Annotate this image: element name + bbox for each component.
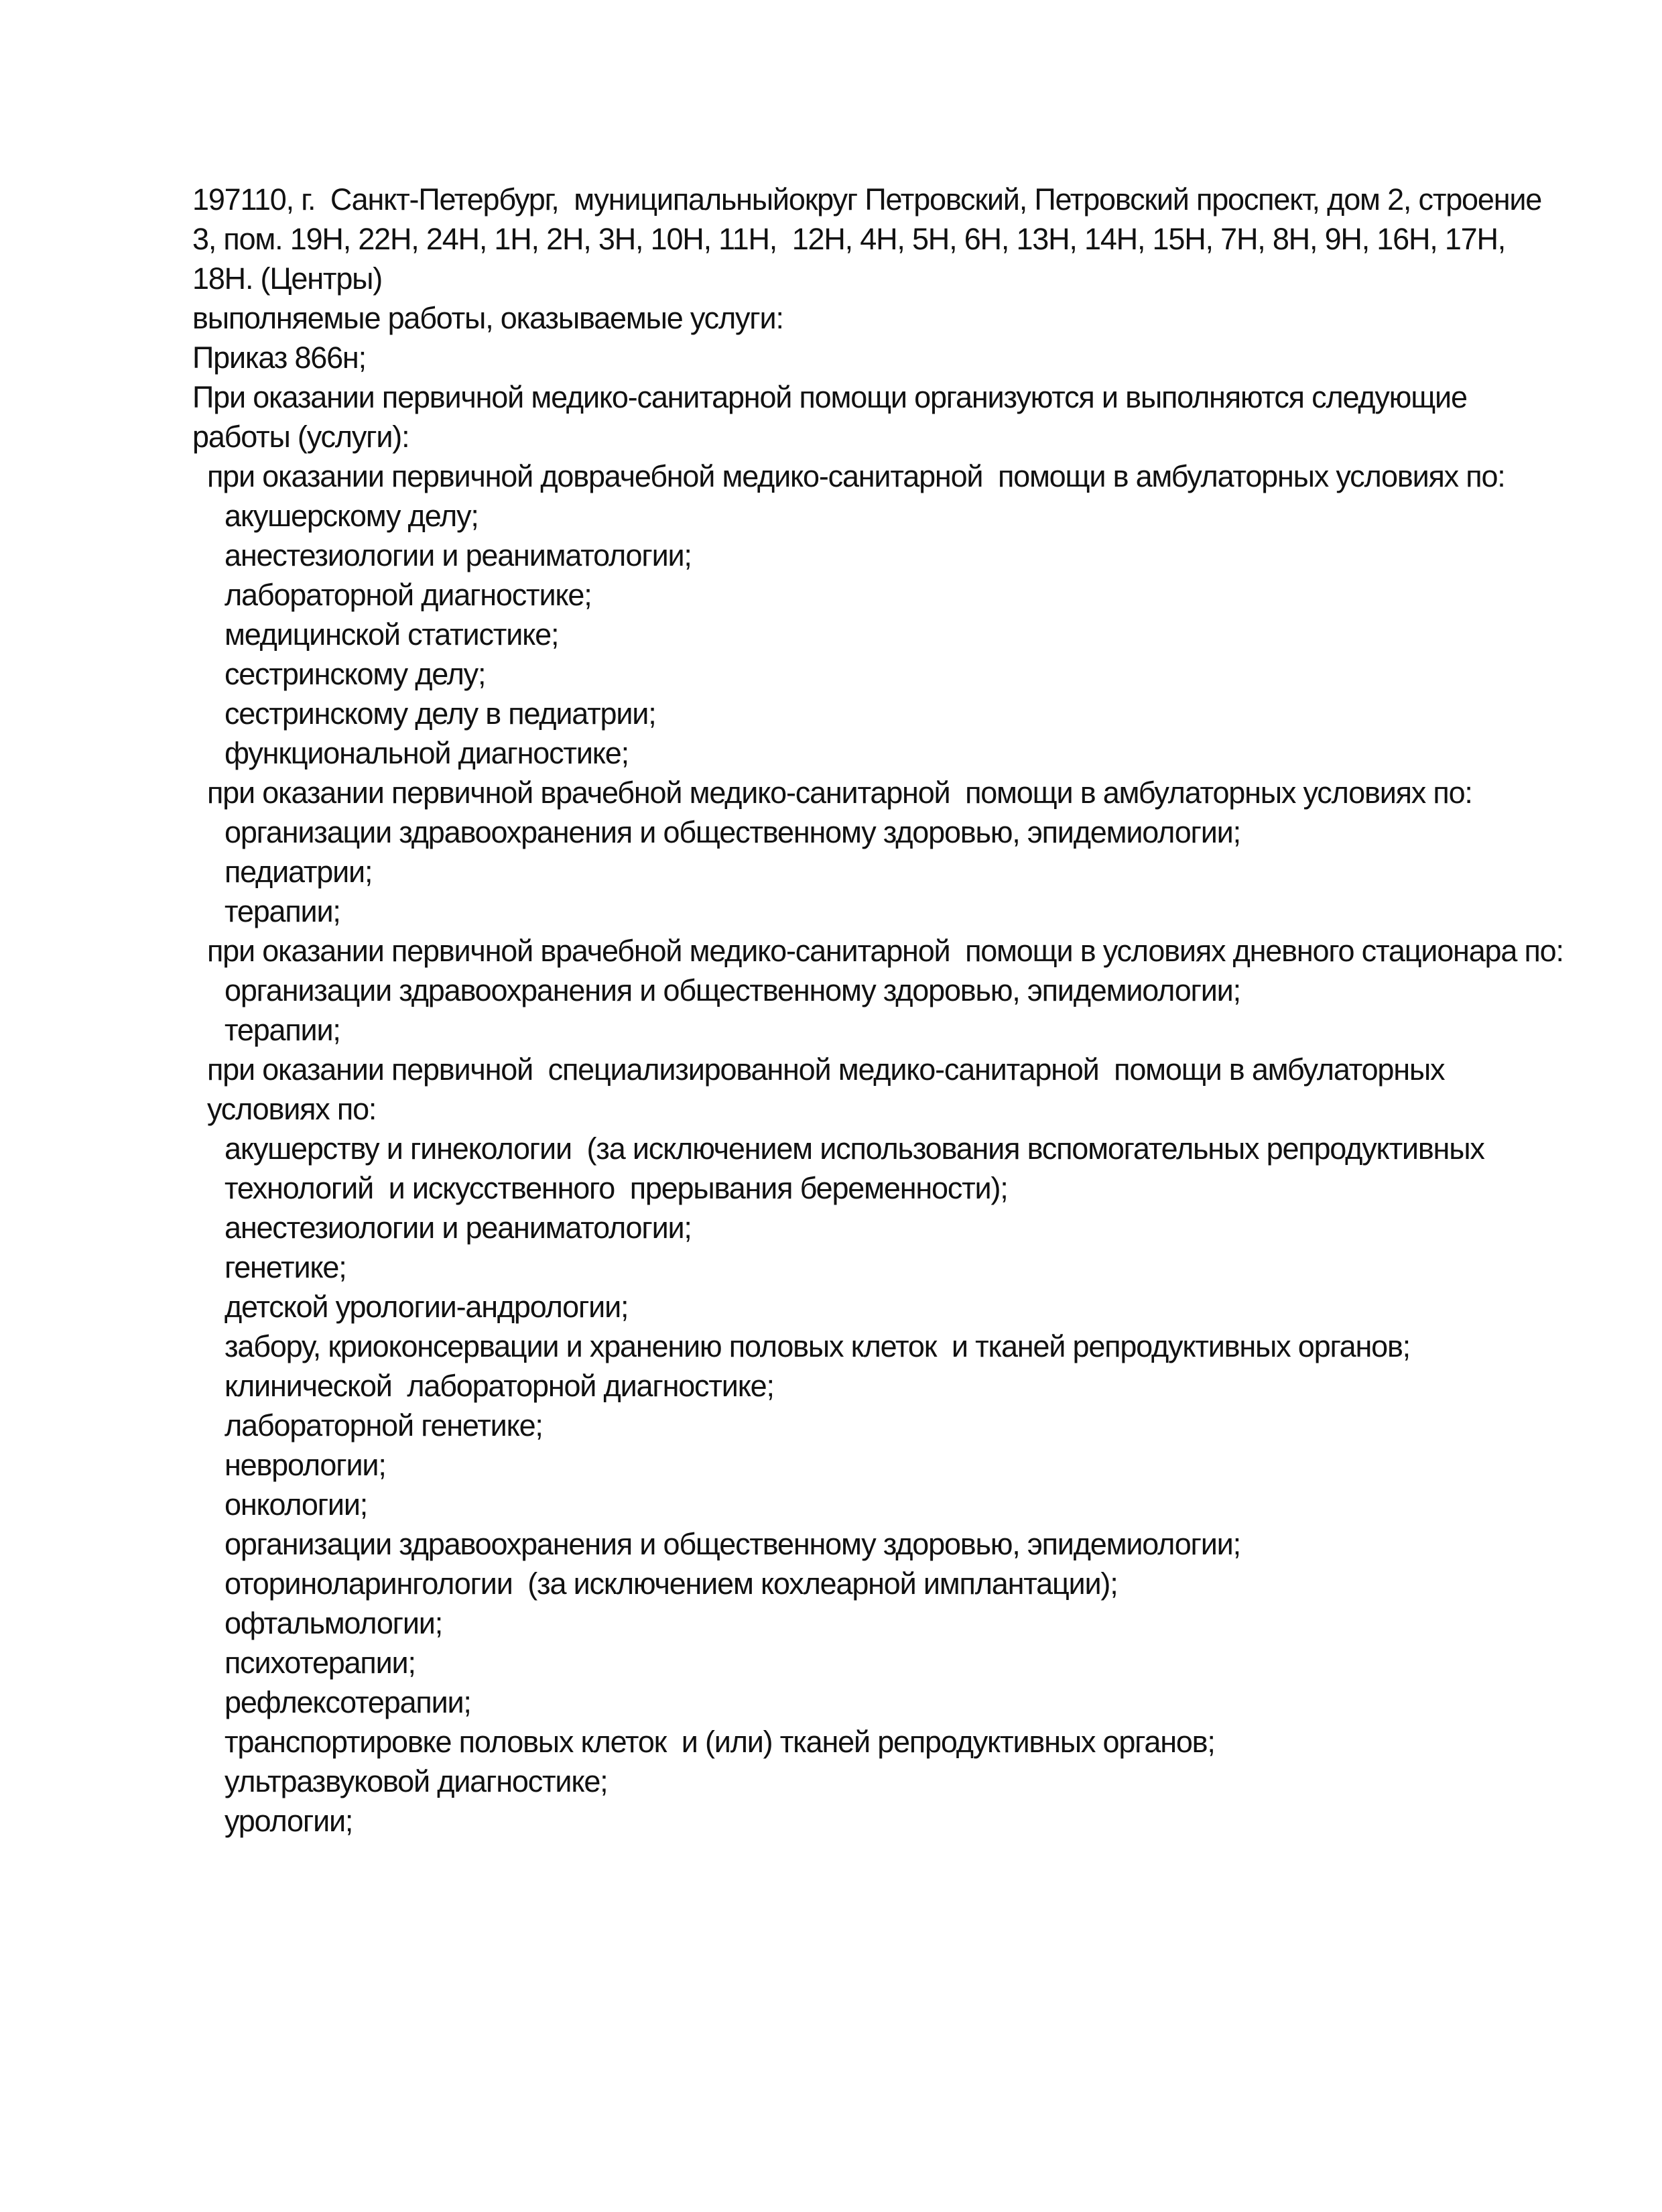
list-item: организации здравоохранения и общественному здоровью, эпидемиологии;: [225, 1527, 1240, 1561]
section-specialized-outpatient: [192, 1050, 1566, 1841]
address-paragraph: 197110, г. Санкт-Петербург, муниципальныйокруг Петровский, Петровский проспект, дом 2, строение 3, пом. 19Н, 22Н, 24Н, 1Н, 2Н, 3Н, 10Н, 11Н, 12Н, 4Н, 5Н, 6Н, 13Н, 14Н, 15Н, 7Н, 8Н, 9Н, 16Н, 17Н, 18Н. (Центры): [192, 182, 1549, 296]
list-item: оториноларингологии (за исключением кохлеарной имплантации);: [225, 1566, 1118, 1601]
document-page: [192, 180, 1566, 1841]
list-item: детской урологии-андрологии;: [225, 1290, 629, 1324]
list-item: транспортировке половых клеток и (или) тканей репродуктивных органов;: [225, 1725, 1215, 1759]
list-item: ультразвуковой диагностике;: [225, 1764, 608, 1798]
section-physician-day-hospital: [192, 931, 1566, 1050]
list-item: терапии;: [225, 1013, 340, 1047]
list-item: урологии;: [225, 1804, 353, 1838]
list-item: клинической лабораторной диагностике;: [225, 1369, 774, 1403]
list-item: медицинской статистике;: [225, 617, 559, 652]
list-item: неврологии;: [225, 1448, 386, 1482]
list-item: акушерству и гинекологии (за исключением использования вспомогательных репродуктивных технологий и искусственного прерывания беременности);: [225, 1131, 1492, 1205]
section-physician-outpatient: [192, 773, 1566, 931]
list-item: функциональной диагностике;: [225, 736, 629, 770]
list-item: офтальмологии;: [225, 1606, 443, 1640]
list-item: забору, криоконсервации и хранению половых клеток и тканей репродуктивных органов;: [225, 1329, 1410, 1363]
list-item: психотерапии;: [225, 1646, 416, 1680]
section-heading: при оказании первичной специализированной медико-санитарной помощи в амбулаторных условиях по:: [207, 1052, 1452, 1126]
list-item: рефлексотерапии;: [225, 1685, 471, 1719]
list-item: педиатрии;: [225, 855, 373, 889]
section-prehospital-outpatient: [192, 456, 1566, 773]
list-item: терапии;: [225, 894, 340, 928]
section-heading: при оказании первичной врачебной медико-санитарной помощи в амбулаторных условиях по:: [207, 776, 1472, 810]
list-item: анестезиологии и реаниматологии;: [225, 538, 692, 572]
list-item: организации здравоохранения и общественному здоровью, эпидемиологии;: [225, 973, 1240, 1007]
list-item: анестезиологии и реаниматологии;: [225, 1211, 692, 1245]
list-item: акушерскому делу;: [225, 499, 478, 533]
works-heading: выполняемые работы, оказываемые услуги:: [192, 301, 783, 335]
list-item: организации здравоохранения и общественному здоровью, эпидемиологии;: [225, 815, 1240, 849]
list-item: лабораторной генетике;: [225, 1408, 543, 1442]
section-heading: при оказании первичной врачебной медико-санитарной помощи в условиях дневного стационара по:: [207, 934, 1563, 968]
list-item: генетике;: [225, 1250, 346, 1284]
list-item: сестринскому делу;: [225, 657, 486, 691]
list-item: онкологии;: [225, 1487, 368, 1522]
intro-paragraph: При оказании первичной медико-санитарной помощи организуются и выполняются следующие работы (услуги):: [192, 380, 1475, 454]
list-item: сестринскому делу в педиатрии;: [225, 696, 656, 731]
section-heading: при оказании первичной доврачебной медико-санитарной помощи в амбулаторных условиях по:: [207, 459, 1505, 493]
order-reference: Приказ 866н;: [192, 341, 366, 375]
list-item: лабораторной диагностике;: [225, 578, 592, 612]
